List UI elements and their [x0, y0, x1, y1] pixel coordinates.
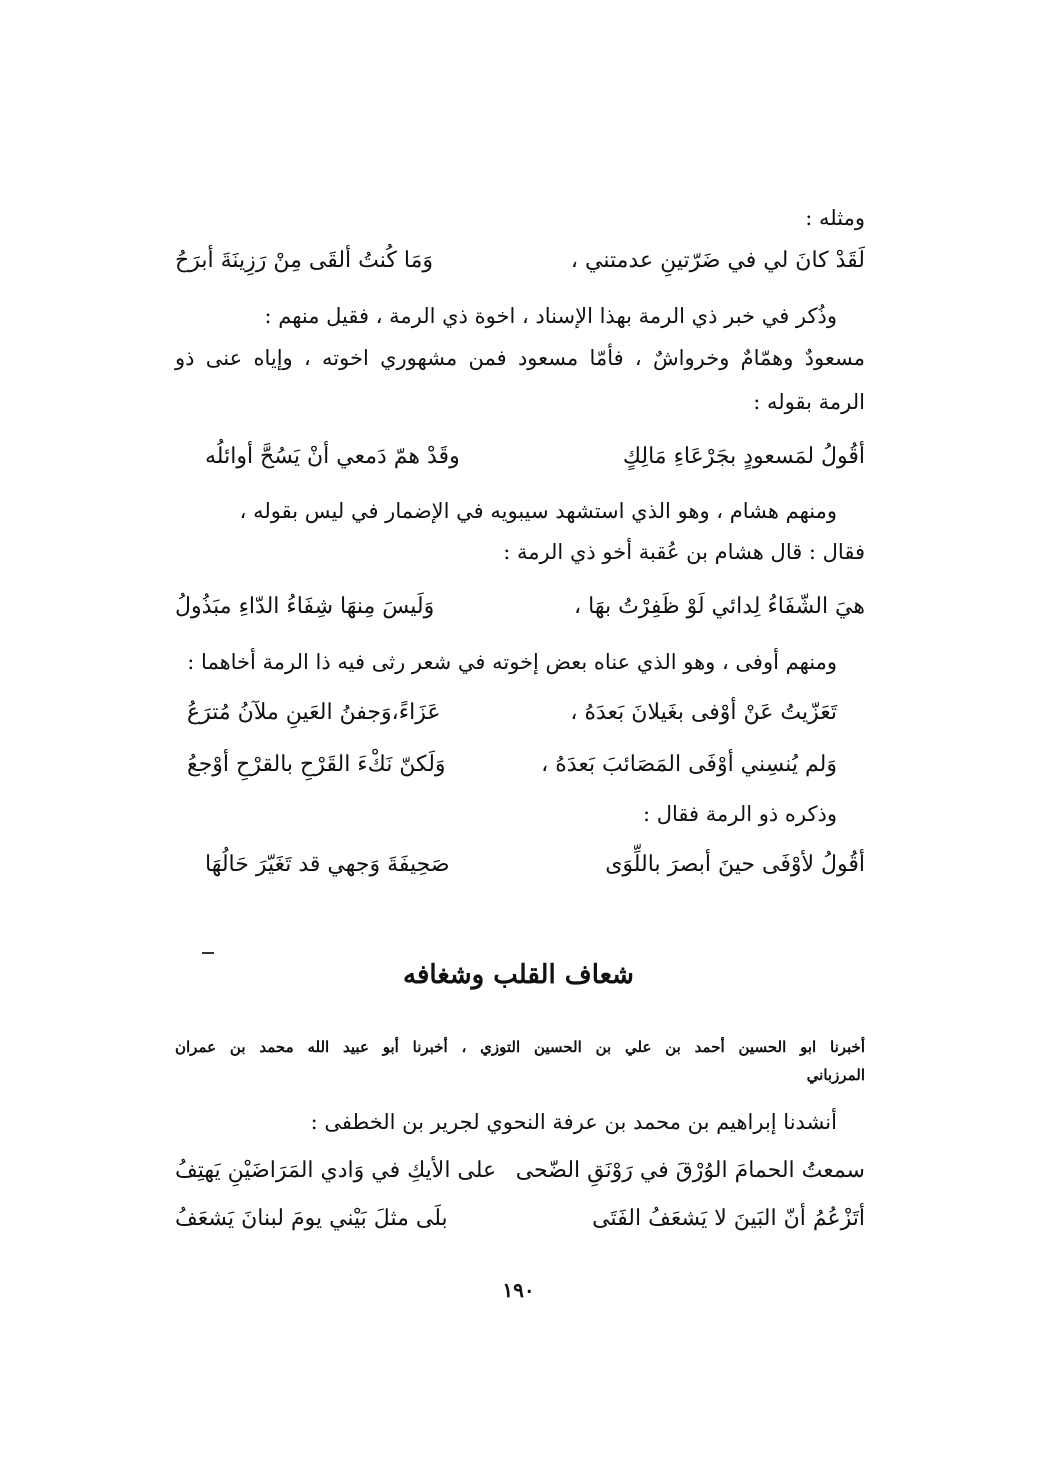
verse-line — [187, 702, 837, 724]
verse-first-hemistich: سمعتُ الحمامَ الوُرْقَ في رَوْنَقِ الضّحى — [515, 1158, 865, 1183]
verse-line — [175, 596, 865, 618]
isnad-line: المرزباني — [806, 1066, 865, 1084]
text-line: ومنهم أوفى ، وهو الذي عناه بعض إخوته في شعر رثى فيه ذا الرمة أخاهما : — [187, 650, 837, 674]
verse-second-hemistich: صَحِيفَةَ وَجهي قد تَغَيّرَ حَالُهَا — [205, 852, 450, 877]
divider-mark — [202, 952, 214, 954]
verse-line — [175, 1160, 865, 1182]
verse-first-hemistich: أقُولُ لمَسعودٍ بجَرْعَاءِ مَالِكٍ — [622, 444, 865, 469]
text-line: وذُكر في خبر ذي الرمة بهذا الإسناد ، اخوة ذي الرمة ، فقيل منهم : — [264, 304, 837, 328]
verse-first-hemistich: أتَزْعُمُ أنّ البَينَ لا يَشعَفُ الفَتَى — [592, 1206, 865, 1231]
verse-first-hemistich: وَلم يُنسِني أوْفَى المَصَائبَ بَعدَهُ ، — [541, 752, 837, 777]
verse-line — [205, 854, 865, 876]
verse-second-hemistich: وَلَكنّ نَكْءَ القَرْحِ بالقرْحِ أوْجعُ — [187, 752, 446, 777]
verse-first-hemistich: لَقَدْ كانَ لي في ضَرّتينِ عدمتني ، — [570, 248, 865, 273]
verse-line — [187, 754, 837, 776]
text-line: مسعودٌ وهمّامٌ وخرواشٌ ، فأمّا مسعود فمن مشهوري اخوته ، وإياه عنى ذو — [175, 346, 865, 370]
verse-second-hemistich: بلَى مثلَ بَيْني يومَ لبنانَ يَشعَفُ — [175, 1206, 448, 1231]
text-line: وذكره ذو الرمة فقال : — [643, 802, 837, 826]
verse-line — [175, 250, 865, 272]
verse-second-hemistich: على الأيكِ في وَادي المَرَاضَيْنِ يَهتِفُ — [175, 1158, 497, 1183]
section-title: شعاف القلب وشغافه — [403, 960, 634, 990]
verse-line — [175, 1208, 865, 1230]
text-line: الرمة بقوله : — [753, 390, 865, 414]
verse-second-hemistich: وَمَا كُنتُ ألقَى مِنْ رَزِينَةَ أبرَحُ — [175, 248, 433, 273]
page-number: ١٩٠ — [502, 1278, 535, 1302]
verse-second-hemistich: وقَدْ همّ دَمعي أنْ يَسُحَّ أوائلُه — [205, 444, 460, 469]
verse-line — [205, 446, 865, 468]
verse-first-hemistich: أقُولُ لأوْفَى حينَ أبصرَ باللِّوَى — [605, 852, 865, 877]
text-line: ومنهم هشام ، وهو الذي استشهد سيبويه في الإضمار في ليس بقوله ، — [239, 499, 837, 523]
verse-second-hemistich: عَزَاءً،وَجفنُ العَينِ ملآنُ مُترَعُ — [187, 700, 441, 725]
text-line: أنشدنا إبراهيم بن محمد بن عرفة النحوي لجرير بن الخطفى : — [310, 1110, 837, 1134]
text-line: فقال : قال هشام بن عُقبة أخو ذي الرمة : — [503, 540, 865, 564]
verse-first-hemistich: هيَ الشّفَاءُ لِدائي لَوْ ظَفِرْتُ بهَا ، — [574, 594, 865, 619]
isnad-line: أخبرنا ابو الحسين أحمد بن علي بن الحسين التوزي ، أخبرنا أبو عبيد الله محمد بن عمران — [175, 1038, 865, 1056]
verse-second-hemistich: وَلَيسَ مِنهَا شِفَاءُ الدّاءِ مبَذُولُ — [175, 594, 435, 619]
verse-first-hemistich: تَعَزّيتُ عَنْ أوْفى بغَيلانَ بَعدَهُ ، — [570, 700, 837, 725]
text-line: ومثله : — [805, 206, 865, 230]
